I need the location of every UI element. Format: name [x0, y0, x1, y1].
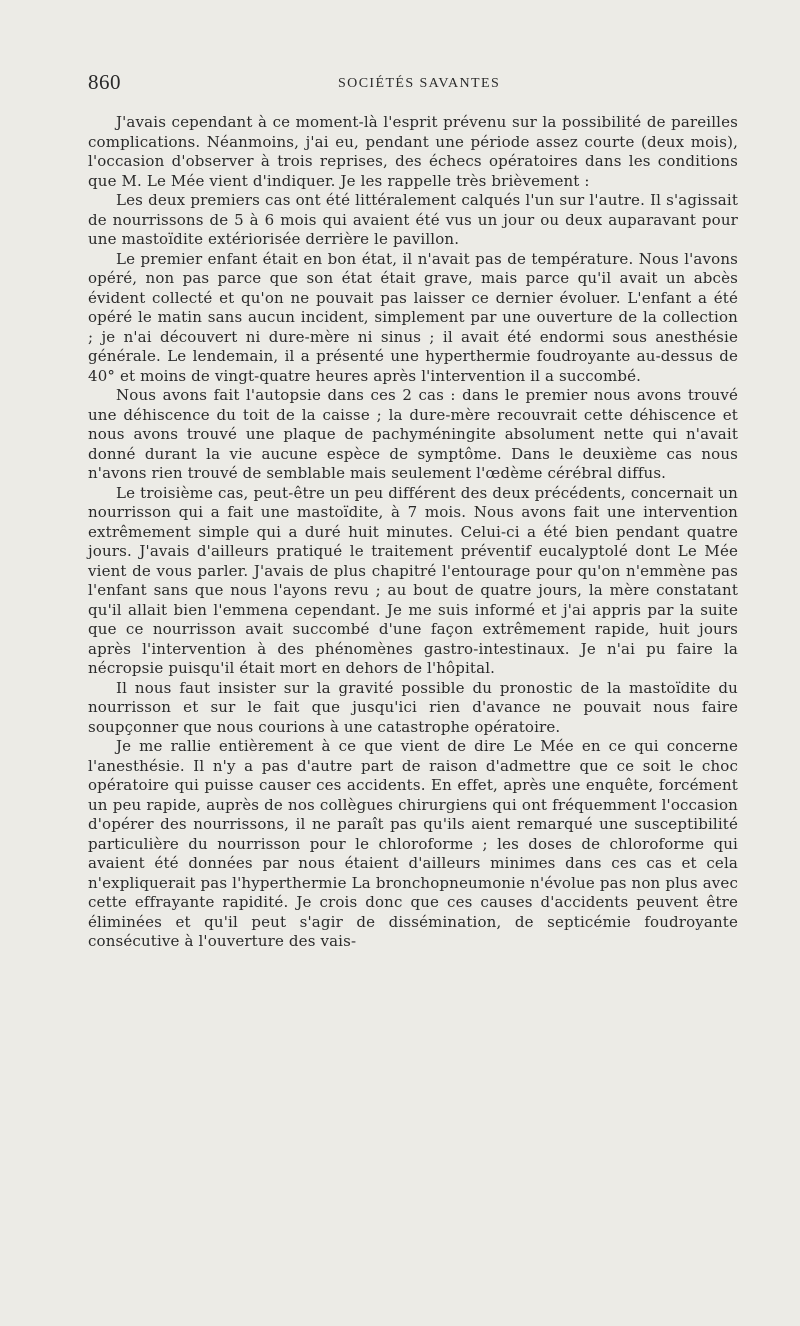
paragraph: Il nous faut insister sur la gravité possible du pronostic de la mastoïdite du nourrisson et sur le fait que jusqu'ici rien d'avance ne pouvait nous faire soupçonner que nous courions à une catastrophe opératoire.: [88, 678, 738, 736]
paragraph: Nous avons fait l'autopsie dans ces 2 cas : dans le premier nous avons trouvé une déhiscence du toit de la caisse ; la dure-mère recouvrait cette déhiscence et nous avons trouvé une plaque de pachyméningite absolument nette qui n'avait donné durant la vie aucune espèce de symptôme. Dans le deuxième cas nous n'avons rien trouvé de semblable mais seulement l'œdème cérébral diffus.: [88, 386, 738, 482]
body-text: [88, 113, 738, 952]
paragraph: Le premier enfant était en bon état, il n'avait pas de température. Nous l'avons opéré, non pas parce que son état était grave, mais parce qu'il avait un abcès évident collecté et qu'on ne pouvait pas laisser ce dernier évoluer. L'enfant a été opéré le matin sans aucun incident, simplement par une ouverture de la collection ; je n'ai découvert ni dure-mère ni sinus ; il avait été endormi sous anesthésie générale. Le lendemain, il a présenté une hyperthermie foudroyante au-dessus de 40° et moins de vingt-quatre heures après l'intervention il a succombé.: [88, 249, 738, 385]
paragraph: Je me rallie entièrement à ce que vient de dire Le Mée en ce qui concerne l'anesthésie. Il n'y a pas d'autre part de raison d'admettre que ce soit le choc opératoire qui puisse causer ces accidents. En effet, après une enquête, forcément un peu rapide, auprès de nos collègues chirurgiens qui ont fréquemment l'occasion d'opérer des nourrissons, il ne paraît pas qu'ils aient remarqué une susceptibilité particulière du nourrisson pour le chloroforme ; les doses de chloroforme qui avaient été données par nous étaient d'ailleurs minimes dans ces cas et cela n'expliquerait pas l'hyperthermie La bronchopneumonie n'évolue pas non plus avec cette effrayante rapidité. Je crois donc que ces causes d'accidents peuvent être éliminées et qu'il peut s'agir de dissémination, de septicémie foudroyante consécutive à l'ouverture des vais-: [88, 737, 738, 950]
paragraph: Les deux premiers cas ont été littéralement calqués l'un sur l'autre. Il s'agissait de nourrissons de 5 à 6 mois qui avaient été vus un jour ou deux auparavant pour une mastoïdite extériorisée derrière le pavillon.: [88, 191, 738, 248]
paragraph: Le troisième cas, peut-être un peu différent des deux précédents, concernait un nourrisson qui a fait une mastoïdite, à 7 mois. Nous avons fait une intervention extrêmement simple qui a duré huit minutes. Celui-ci a été bien pendant quatre jours. J'avais d'ailleurs pratiqué le traitement préventif eucalyptolé dont Le Mée vient de vous parler. J'avais de plus chapitré l'entourage pour qu'on n'emmène pas l'enfant sans que nous l'ayons revu ; au bout de quatre jours, la mère constatant qu'il allait bien l'emmena cependant. Je me suis informé et j'ai appris par la suite que ce nourrisson avait succombé d'une façon extrêmement rapide, huit jours après l'intervention à des phénomènes gastro-intestinaux. Je n'ai pu faire la nécropsie puisqu'il était mort en dehors de l'hôpital.: [88, 483, 738, 677]
paragraph: J'avais cependant à ce moment-là l'esprit prévenu sur la possibilité de pareilles complications. Néanmoins, j'ai eu, pendant une période assez courte (deux mois), l'occasion d'observer à trois reprises, des échecs opératoires dans les conditions que M. Le Mée vient d'indiquer. Je les rappelle très brièvement :: [88, 113, 738, 190]
page-number: 860: [88, 70, 121, 94]
running-head: [88, 70, 738, 96]
section-title: SOCIÉTÉS SAVANTES: [338, 76, 501, 91]
